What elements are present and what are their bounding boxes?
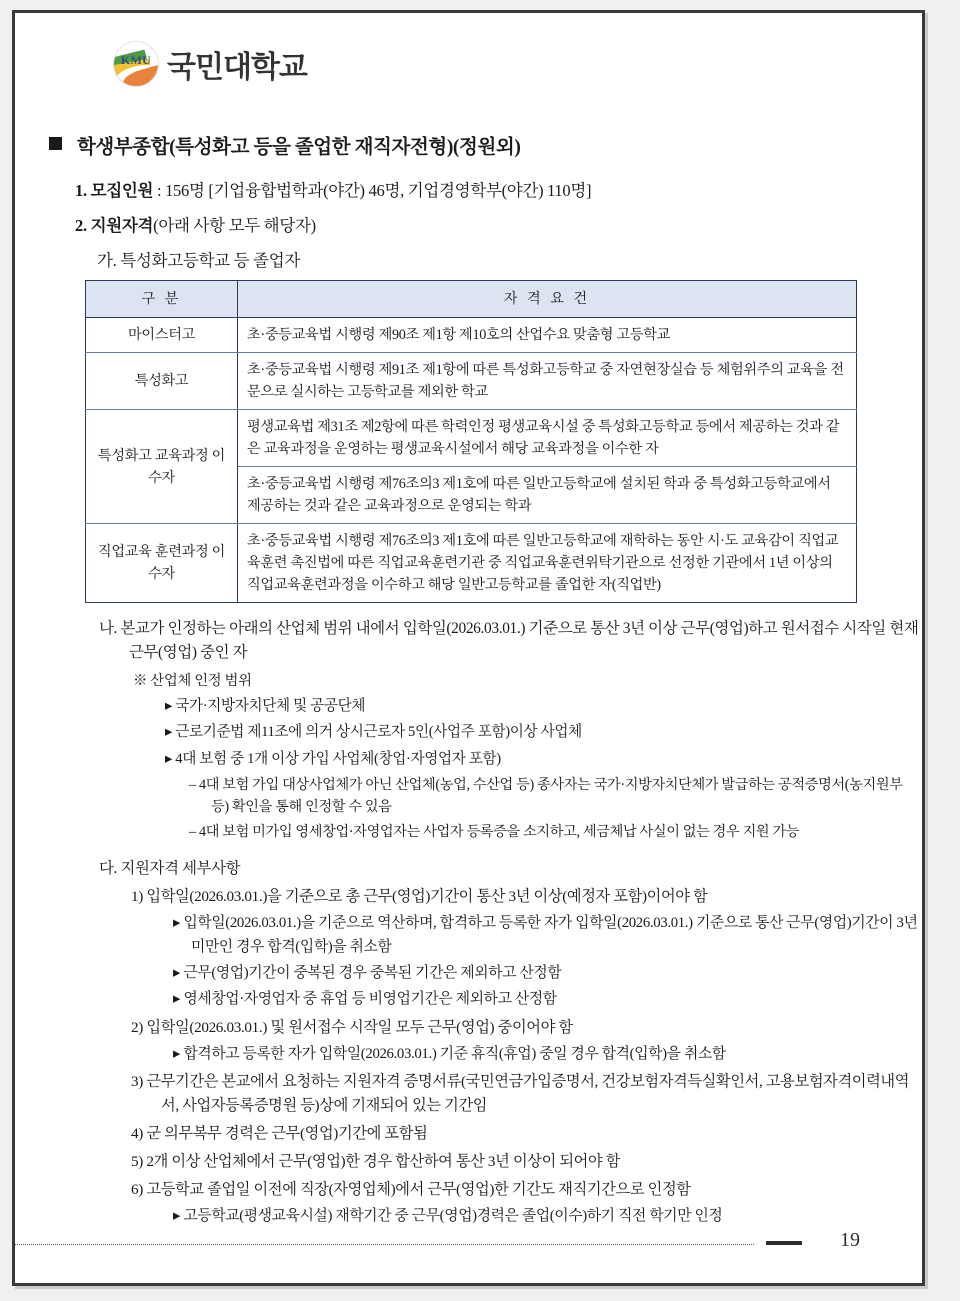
- table-cell-requirement: 평생교육법 제31조 제2항에 따른 학력인정 평생교육시설 중 특성화고등학교 등에서 제공하는 것과 같은 교육과정을 운영하는 평생교육시설에서 해당 교육과정을 이수한 자: [238, 410, 857, 467]
- table-cell-requirement: 초·중등교육법 시행령 제91조 제1항에 따른 특성화고등학교 중 자연현장실습 등 체험위주의 교육을 전문으로 실시하는 고등학교를 제외한 학교: [238, 353, 857, 410]
- page-number: 19: [840, 1229, 860, 1251]
- table-row: [86, 353, 857, 410]
- list-item: [15, 748, 922, 771]
- list-item-text: 근무기간은 본교에서 요청하는 지원자격 증명서류(국민연금가입증명서, 건강보험자격득실확인서, 고용보험자격이력내역서, 사업자등록증명원 등)상에 기재되어 있는 기간임: [146, 1073, 910, 1115]
- list-item-text: 입학일(2026.03.01.)을 기준으로 총 근무(영업)기간이 통산 3년 이상(예정자 포함)이어야 함: [146, 888, 708, 906]
- triangle-bullet-icon: ▸: [165, 724, 172, 741]
- section-da: [15, 857, 922, 881]
- list-item: [15, 774, 922, 819]
- triangle-bullet-icon: ▸: [173, 915, 181, 932]
- page-title: [15, 131, 922, 159]
- list-item: [15, 821, 922, 843]
- footer-divider: [12, 1244, 754, 1245]
- list-item: [15, 695, 922, 718]
- list-item-text: 입학일(2026.03.01.) 및 원서접수 시작일 모두 근무(영업) 중이어야 함: [146, 1018, 573, 1036]
- logo-mark-text: KMU: [120, 53, 152, 67]
- list-item: [15, 721, 922, 744]
- table-row: [86, 318, 857, 353]
- table-row: [86, 410, 857, 467]
- section-da-marker: 다.: [99, 859, 118, 877]
- section-1-title: 모집인원: [90, 181, 154, 200]
- list-item: [15, 962, 922, 985]
- list-item: [15, 1016, 922, 1040]
- table-cell-category: 특성화고 교육과정 이수자: [86, 410, 238, 524]
- section-na-marker: 나.: [99, 620, 118, 637]
- footer-bar: [766, 1241, 802, 1245]
- bullet-square-icon: [49, 137, 62, 150]
- list-item-text: 고등학교 졸업일 이전에 직장(자영업체)에서 근무(영업)한 기간도 재직기간으로 인정함: [146, 1181, 691, 1199]
- list-item: [15, 1205, 922, 1228]
- list-item-text: 4대 보험 가입 대상사업체가 아닌 산업체(농업, 수산업 등) 종사자는 국가·지방자치단체가 발급하는 공적증명서(농지원부 등) 확인을 통해 인정할 수 있음: [198, 776, 903, 815]
- triangle-bullet-icon: ▸: [173, 991, 181, 1008]
- list-item-text: 2개 이상 산업체에서 근무(영업)한 경우 합산하여 통산 3년 이상이 되어야 함: [146, 1153, 621, 1171]
- section-2-sub-ga: 가. 특성화고등학교 등 졸업자: [97, 251, 300, 270]
- list-item-text: 입학일(2026.03.01.)을 기준으로 역산하며, 합격하고 등록한 자가 입학일(2026.03.01.) 기준으로 통산 근무(영업)기간이 3년 미만인 경우 합격(입학)을 취소함: [183, 915, 918, 955]
- list-item-text: 고등학교(평생교육시설) 재학기간 중 근무(영업)경력은 졸업(이수)하기 직전 학기만 인정: [183, 1208, 723, 1225]
- section-1-number: 1.: [75, 181, 87, 200]
- table-header-requirement: 자 격 요 건: [238, 281, 857, 318]
- reference-mark-icon: ※: [133, 672, 148, 689]
- university-name: 국민대학교: [167, 51, 307, 84]
- table-cell-requirement: 초·중등교육법 시행령 제90조 제1항 제10호의 산업수요 맞춤형 고등학교: [238, 318, 857, 353]
- section-na-note: [15, 670, 922, 693]
- list-item-number: 6): [131, 1181, 143, 1199]
- list-item: [15, 1043, 922, 1066]
- table-header-row: [86, 281, 857, 318]
- section-2-number: 2.: [75, 216, 87, 235]
- section-2-title: 지원자격: [90, 216, 154, 235]
- page-title-text: 학생부종합(특성화고 등을 졸업한 재직자전형)(정원외): [77, 137, 521, 158]
- triangle-bullet-icon: ▸: [173, 1208, 181, 1225]
- list-item-text: 영세창업·자영업자 중 휴업 등 비영업기간은 제외하고 산정함: [183, 991, 557, 1008]
- page-footer: [15, 1229, 922, 1255]
- list-item-text: 근로기준법 제11조에 의거 상시근로자 5인(사업주 포함)이상 사업체: [175, 724, 582, 741]
- section-1-text: : 156명 [기업융합법학과(야간) 46명, 기업경영학부(야간) 110명]: [153, 181, 592, 200]
- triangle-bullet-icon: ▸: [165, 698, 172, 715]
- table-cell-category: 직업교육 훈련과정 이수자: [86, 524, 238, 603]
- list-item-text: 4대 보험 미가입 영세창업·자영업자는 사업자 등록증을 소지하고, 세금체납 사실이 없는 경우 지원 가능: [198, 824, 800, 841]
- section-da-text: 지원자격 세부사항: [120, 859, 241, 877]
- section-2-text: (아래 사항 모두 해당자): [153, 216, 316, 235]
- section-na-text: 본교가 인정하는 아래의 산업체 범위 내에서 입학일(2026.03.01.) 기준으로 통산 3년 이상 근무(영업)하고 원서접수 시작일 현재 근무(영업) 중인 자: [120, 620, 919, 662]
- table-cell-requirement: 초·중등교육법 시행령 제76조의3 제1호에 따른 일반고등학교에 설치된 학과 중 특성화고등학교에서 제공하는 것과 같은 교육과정으로 운영되는 학과: [238, 467, 857, 524]
- document-content: [15, 131, 922, 1229]
- triangle-bullet-icon: ▸: [173, 1045, 181, 1062]
- qualification-table: [85, 280, 857, 603]
- list-item: [15, 1122, 922, 1146]
- dash-bullet-icon: –: [189, 824, 196, 841]
- list-item: [15, 988, 922, 1011]
- list-item-number: 1): [131, 888, 143, 906]
- document-page: [12, 10, 925, 1286]
- table-header-category: 구 분: [86, 281, 238, 318]
- table-cell-category: 특성화고: [86, 353, 238, 410]
- table-cell-category: 마이스터고: [86, 318, 238, 353]
- list-item-text: 국가·지방자치단체 및 공공단체: [175, 698, 366, 715]
- university-logo: [113, 41, 307, 87]
- section-1-quota: [15, 177, 922, 201]
- list-item-text: 근무(영업)기간이 중복된 경우 중복된 기간은 제외하고 산정함: [183, 964, 562, 981]
- list-item: [15, 1150, 922, 1174]
- list-item: [15, 912, 922, 959]
- list-item: [15, 1178, 922, 1202]
- list-item: [15, 1070, 922, 1118]
- table-cell-requirement: 초·중등교육법 시행령 제76조의3 제1호에 따른 일반고등학교에 재학하는 동안 시·도 교육감이 직업교육훈련 촉진법에 따른 직업교육훈련기관 중 직업교육훈련위탁기관으로 선정한 기관에서 1년 이상의 직업교육훈련과정을 이수하고 해당 일반고등학교를 졸업한 자(직업반): [238, 524, 857, 603]
- section-na-note-text: 산업체 인정 범위: [150, 672, 252, 689]
- list-item-text: 군 의무복무 경력은 근무(영업)기간에 포함됨: [146, 1125, 428, 1143]
- triangle-bullet-icon: ▸: [173, 964, 181, 981]
- dash-bullet-icon: –: [189, 776, 196, 793]
- list-item-number: 5): [131, 1153, 143, 1171]
- list-item: [15, 885, 922, 909]
- triangle-bullet-icon: ▸: [165, 750, 172, 767]
- list-item-number: 4): [131, 1125, 143, 1143]
- list-item-text: 합격하고 등록한 자가 입학일(2026.03.01.) 기준 휴직(휴업) 중일 경우 합격(입학)을 취소함: [183, 1045, 726, 1062]
- list-item-number: 2): [131, 1018, 143, 1036]
- section-na: [15, 617, 922, 666]
- list-item-text: 4대 보험 중 1개 이상 가입 사업체(창업·자영업자 포함): [175, 750, 501, 767]
- table-row: [86, 524, 857, 603]
- section-2-eligibility: [15, 212, 922, 236]
- list-item-number: 3): [131, 1073, 143, 1091]
- kmu-emblem-icon: [113, 41, 159, 87]
